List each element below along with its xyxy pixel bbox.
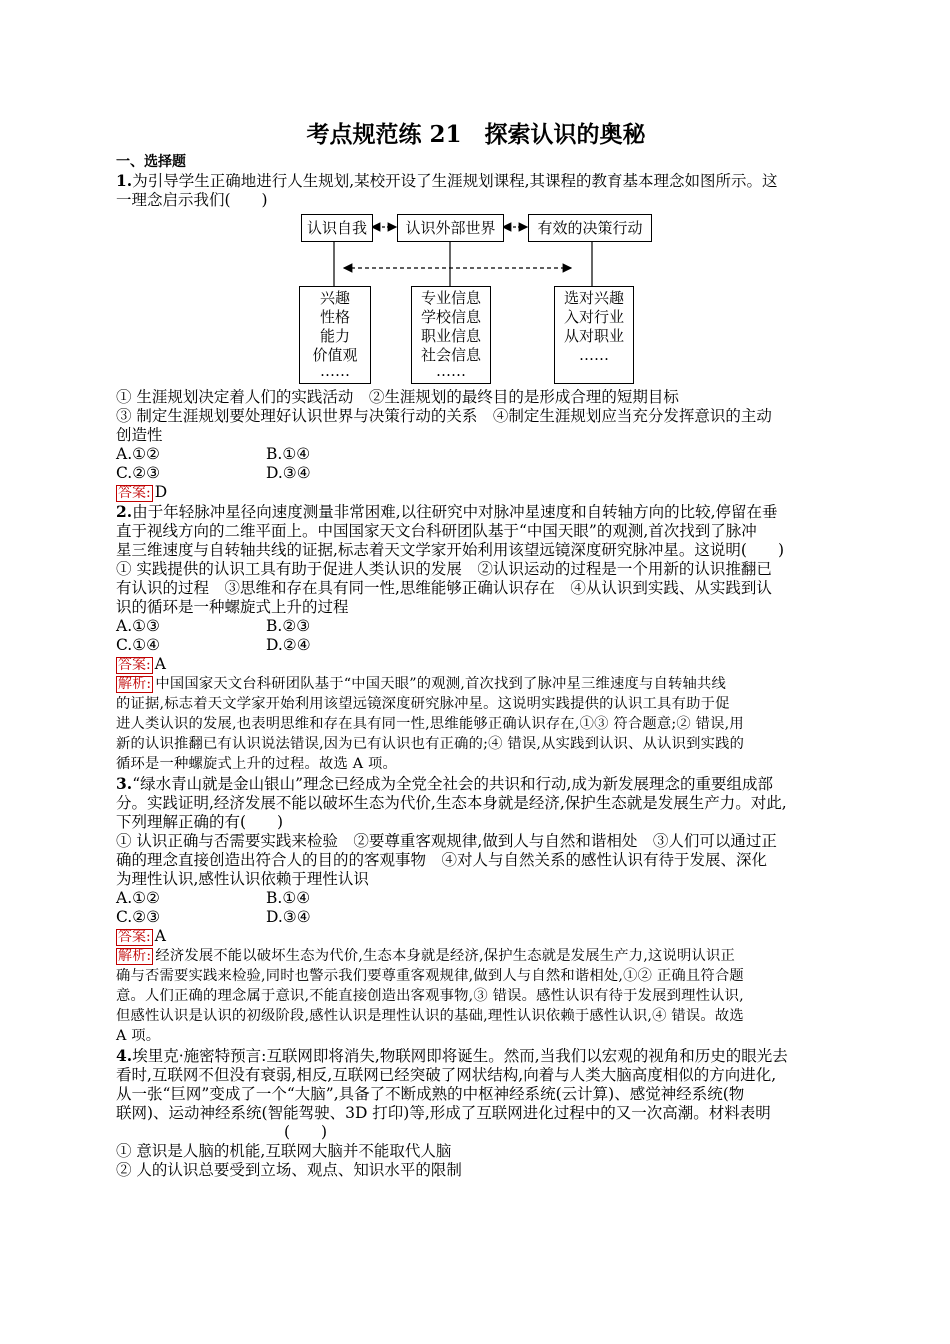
statement-line: 确的理念直接创造出符合人的目的的客观事物 ④对人与自然关系的感性认识有待于发展、深化	[116, 851, 768, 869]
analysis-text: 意。人们正确的理念属于意识,不能直接创造出客观事物,③ 错误。感性认识有待于发展到理性认识,	[116, 988, 744, 1004]
statement-line: ③ 制定生涯规划要处理好认识世界与决策行动的关系 ④制定生涯规划应当充分发挥意识的主动	[116, 407, 772, 425]
diagram-item: ……	[320, 362, 350, 380]
answer-value: D	[154, 483, 168, 501]
question-stem: 埃里克·施密特预言:互联网即将消失,物联网即将诞生。然而,当我们以宏观的视角和历史的眼光去	[132, 1047, 788, 1065]
diagram-item: 学校信息	[420, 308, 481, 326]
answer-tag: 答案:	[118, 929, 151, 945]
analysis-text: 中国国家天文台科研团队基于“中国天眼”的观测,首次找到了脉冲星三维速度与自转轴共线	[155, 676, 726, 692]
statement-line: 有认识的过程 ③思维和存在具有同一性,思维能够正确认识存在 ④从认识到实践、从实践到认	[116, 579, 772, 597]
answer-tag: 答案:	[118, 485, 151, 501]
choice-d: D.③④	[266, 908, 311, 926]
question-2	[116, 502, 836, 774]
diagram-item: 入对行业	[563, 308, 624, 326]
curriculum-diagram	[116, 212, 836, 384]
question-stem: 一理念启示我们( )	[116, 191, 268, 209]
analysis-tag: 解析:	[118, 676, 152, 692]
analysis-text: 进人类认识的发展,也表明思维和存在具有同一性,思维能够正确认识存在,①③ 符合题意;② 错误,用	[116, 716, 744, 732]
question-number: 4.	[116, 1046, 133, 1065]
analysis-text: 经济发展不能以破坏生态为代价,生态本身就是经济,保护生态就是发展生产力,这说明认识正	[155, 948, 735, 964]
diagram-item: ……	[436, 362, 466, 380]
analysis-text: A 项。	[116, 1028, 161, 1044]
question-stem: 联网)、运动神经系统(智能驾驶、3D 打印)等,形成了互联网进化过程中的又一次高潮。材料表明	[116, 1104, 771, 1122]
answer-value: A	[154, 655, 166, 673]
diagram-item: 专业信息	[420, 289, 481, 307]
choice-row	[116, 445, 836, 464]
worksheet-page	[116, 120, 836, 1180]
diagram-item: 职业信息	[420, 327, 481, 345]
analysis-text: 确与否需要实践来检验,同时也警示我们要尊重客观规律,做到人与自然和谐相处,①② 正确且符合题	[116, 968, 744, 984]
diagram-box-self	[301, 214, 373, 242]
answer-line	[116, 655, 836, 674]
diagram-label: 有效的决策行动	[537, 219, 643, 237]
choice-d: D.②④	[266, 636, 311, 654]
choice-c: C.①④	[116, 636, 161, 654]
question-stem: 分。实践证明,经济发展不能以破坏生态为代价,生态本身就是经济,保护生态就是发展生产力。对此,	[116, 794, 787, 812]
diagram-item: ……	[579, 346, 609, 364]
choice-a: A.①②	[116, 889, 160, 907]
diagram-box-action	[528, 214, 652, 242]
section-heading: 一、选择题	[116, 154, 186, 170]
diagram-item: 从对职业	[563, 327, 624, 345]
choice-d: D.③④	[266, 464, 311, 482]
choice-row	[116, 464, 836, 483]
choice-row	[116, 636, 836, 655]
choice-row	[116, 908, 836, 927]
answer-tag: 答案:	[118, 657, 151, 673]
question-stem: 从一张“巨网”变成了一个“大脑”,具备了不断成熟的中枢神经系统(云计算)、感觉神经系统(物	[116, 1085, 745, 1103]
question-1	[116, 171, 836, 502]
question-stem: 星三维速度与自转轴共线的证据,标志着天文学家开始利用该望远镜深度研究脉冲星。这说明( )	[116, 541, 785, 559]
analysis-text: 的证据,标志着天文学家开始利用该望远镜深度研究脉冲星。这说明实践提供的认识工具有助于促	[116, 696, 730, 712]
statement-line: ① 生涯规划决定着人们的实践活动 ②生涯规划的最终目的是形成合理的短期目标	[116, 388, 679, 406]
analysis-block	[116, 674, 836, 774]
page-title: 考点规范练 21 探索认识的奥秘	[306, 121, 646, 148]
analysis-text: 新的认识推翻已有认识说法错误,因为已有认识也有正确的;④ 错误,从实践到认识、从认识到实践的	[116, 736, 745, 752]
diagram-item: 兴趣	[319, 289, 350, 307]
diagram-item: 选对兴趣	[563, 289, 624, 307]
choice-b: B.②③	[266, 617, 311, 635]
question-stem: 看时,互联网不但没有衰弱,相反,互联网已经突破了网状结构,向着与人类大脑高度相似的方向进化,	[116, 1066, 777, 1084]
answer-value: A	[154, 927, 166, 945]
choice-a: A.①③	[116, 617, 160, 635]
question-3	[116, 774, 836, 1046]
diagram-list-action	[554, 286, 634, 384]
choice-b: B.①④	[266, 889, 311, 907]
diagram-item: 性格	[319, 308, 350, 326]
diagram-item: 能力	[319, 327, 350, 345]
statement-line: ① 实践提供的认识工具有助于促进人类认识的发展 ②认识运动的过程是一个用新的认识推翻已	[116, 560, 772, 578]
statement-line: ① 认识正确与否需要实践来检验 ②要尊重客观规律,做到人与自然和谐相处 ③人们可以通过正	[116, 832, 777, 850]
choice-row	[116, 617, 836, 636]
question-4	[116, 1046, 836, 1180]
statement-line: ① 意识是人脑的机能,互联网大脑并不能取代人脑	[116, 1142, 452, 1160]
diagram-label: 认识外部世界	[405, 219, 496, 237]
diagram-list-self	[299, 286, 371, 384]
choice-c: C.②③	[116, 908, 161, 926]
question-number: 2.	[116, 502, 133, 521]
analysis-tag: 解析:	[118, 948, 152, 964]
question-stem: 为引导学生正确地进行人生规划,某校开设了生涯规划课程,其课程的教育基本理念如图所示。这	[132, 172, 778, 190]
statement-line: 识的循环是一种螺旋式上升的过程	[116, 598, 349, 616]
analysis-block	[116, 946, 836, 1046]
choice-b: B.①④	[266, 445, 311, 463]
diagram-item: 社会信息	[420, 346, 481, 364]
diagram-label: 认识自我	[306, 219, 367, 237]
question-stem: 下列理解正确的有( )	[116, 813, 284, 831]
answer-blank: ( )	[284, 1123, 328, 1141]
question-stem: 由于年轻脉冲星径向速度测量非常困难,以往研究中对脉冲星速度和自转轴方向的比较,停留在垂	[132, 503, 778, 521]
choice-c: C.②③	[116, 464, 161, 482]
choice-row	[116, 889, 836, 908]
diagram-item: 价值观	[312, 346, 358, 364]
question-stem: “绿水青山就是金山银山”理念已经成为全党全社会的共识和行动,成为新发展理念的重要组成部	[132, 775, 773, 793]
question-number: 3.	[116, 774, 133, 793]
analysis-text: 但感性认识是认识的初级阶段,感性认识是理性认识的基础,理性认识依赖于感性认识,④ 错误。故选	[116, 1008, 744, 1024]
statement-line: 创造性	[116, 426, 163, 444]
analysis-text: 循环是一种螺旋式上升的过程。故选 A 项。	[116, 756, 397, 772]
statement-line: 为理性认识,感性认识依赖于理性认识	[116, 870, 369, 888]
answer-line	[116, 483, 836, 502]
question-number: 1.	[116, 171, 133, 190]
diagram-list-world	[411, 286, 491, 384]
choice-a: A.①②	[116, 445, 160, 463]
diagram-box-world	[397, 214, 504, 242]
answer-line	[116, 927, 836, 946]
question-stem: 直于视线方向的二维平面上。中国国家天文台科研团队基于“中国天眼”的观测,首次找到了脉冲	[116, 522, 757, 540]
statement-line: ② 人的认识总要受到立场、观点、知识水平的限制	[116, 1161, 462, 1179]
